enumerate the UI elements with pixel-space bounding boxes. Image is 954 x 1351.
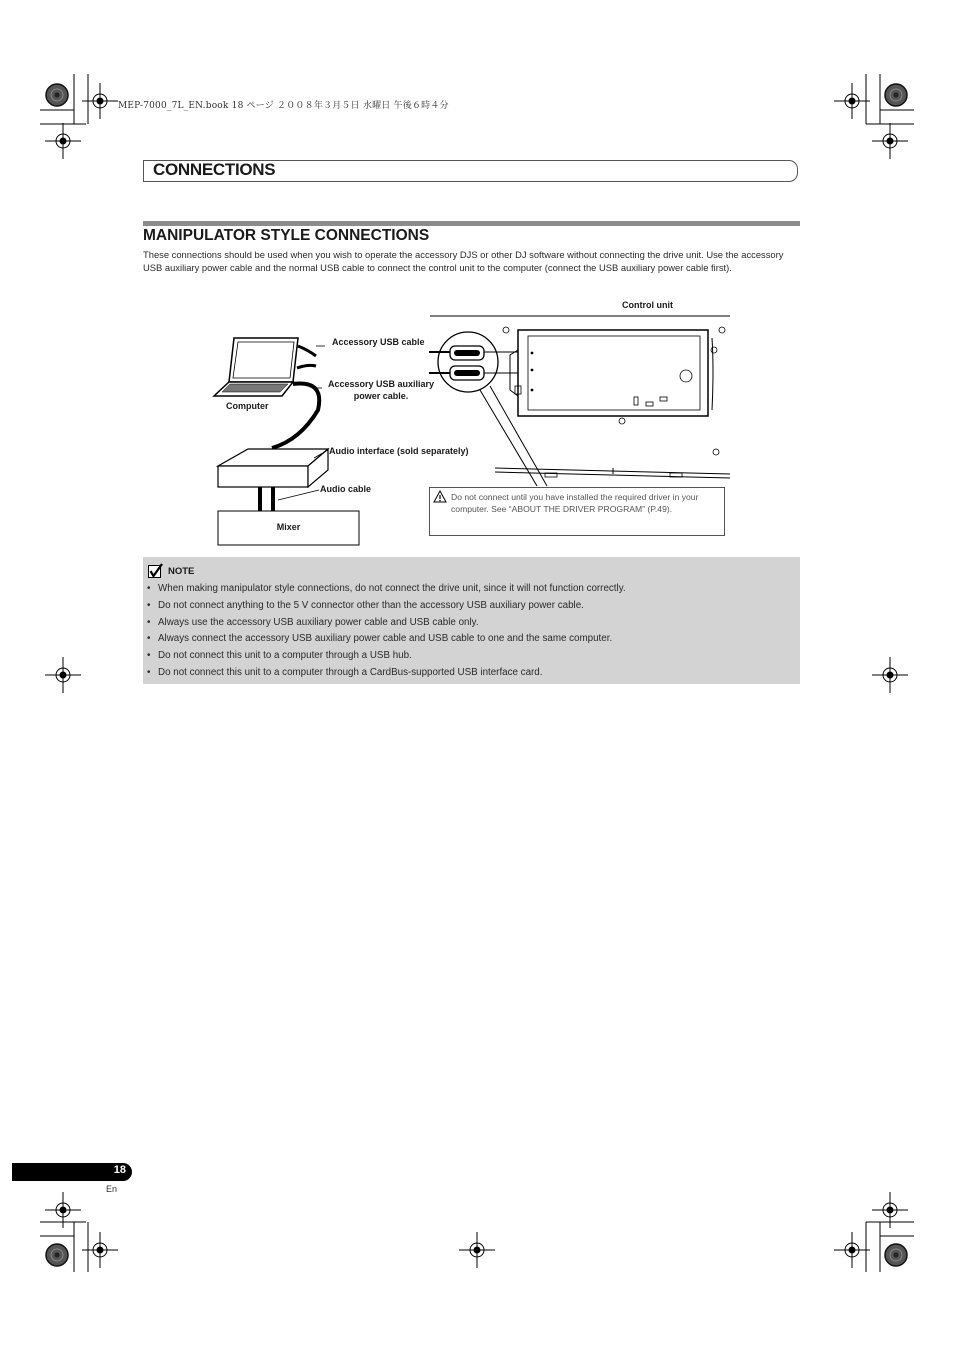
note-title: NOTE — [168, 566, 195, 577]
page-language: En — [106, 1184, 118, 1194]
label-aux-cable-line1: Accessory USB auxiliary — [327, 379, 435, 389]
warning-icon — [433, 490, 447, 503]
label-computer: Computer — [226, 401, 269, 411]
audio-cables — [258, 487, 319, 511]
intro-paragraph: These connections should be used when you wish to operate the accessory DJS or other DJ software without connecting the drive unit. Use the accessory USB auxiliary power cable and the normal USB cable to connect the control unit to the computer (connect the USB auxiliary power cable first). — [143, 249, 784, 273]
laptop-illustration — [214, 338, 319, 448]
label-usb-cable: Accessory USB cable — [332, 337, 425, 347]
list-item: • When making manipulator style connections, do not connect the drive unit, since it will not function correctly. — [147, 582, 797, 599]
warning-text: Do not connect until you have installed the required driver in your computer. See “ABOUT THE DRIVER PROGRAM” (P.49). — [451, 492, 699, 514]
list-item: • Always connect the accessory USB auxiliary power cable and USB cable to one and the same computer. — [147, 632, 797, 649]
label-audio-cable: Audio cable — [320, 484, 372, 494]
label-aux-cable-line2: power cable. — [353, 391, 409, 401]
print-header: MEP-7000_7L_EN.book 18 ページ ２００８年３月５日 水曜日 午後６時４分 — [118, 101, 449, 111]
chapter-title: CONNECTIONS — [153, 160, 276, 179]
section-title: MANIPULATOR STYLE CONNECTIONS — [143, 227, 430, 244]
label-mixer: Mixer — [276, 522, 301, 532]
list-item: • Always use the accessory USB auxiliary power cable and USB cable only. — [147, 616, 797, 633]
checkmark-icon — [148, 563, 163, 579]
list-item: • Do not connect this unit to a computer through a CardBus-supported USB interface card. — [147, 666, 797, 683]
page-number: 18 — [113, 1164, 126, 1176]
note-list — [147, 582, 797, 683]
label-audio-interface: Audio interface (sold separately) — [329, 446, 469, 456]
list-item: • Do not connect anything to the 5 V connector other than the accessory USB auxiliary power cable. — [147, 599, 797, 616]
label-control-unit: Control unit — [622, 300, 673, 310]
audio-interface-illustration — [218, 449, 328, 487]
section-rule — [143, 221, 800, 226]
list-item: • Do not connect this unit to a computer through a USB hub. — [147, 649, 797, 666]
